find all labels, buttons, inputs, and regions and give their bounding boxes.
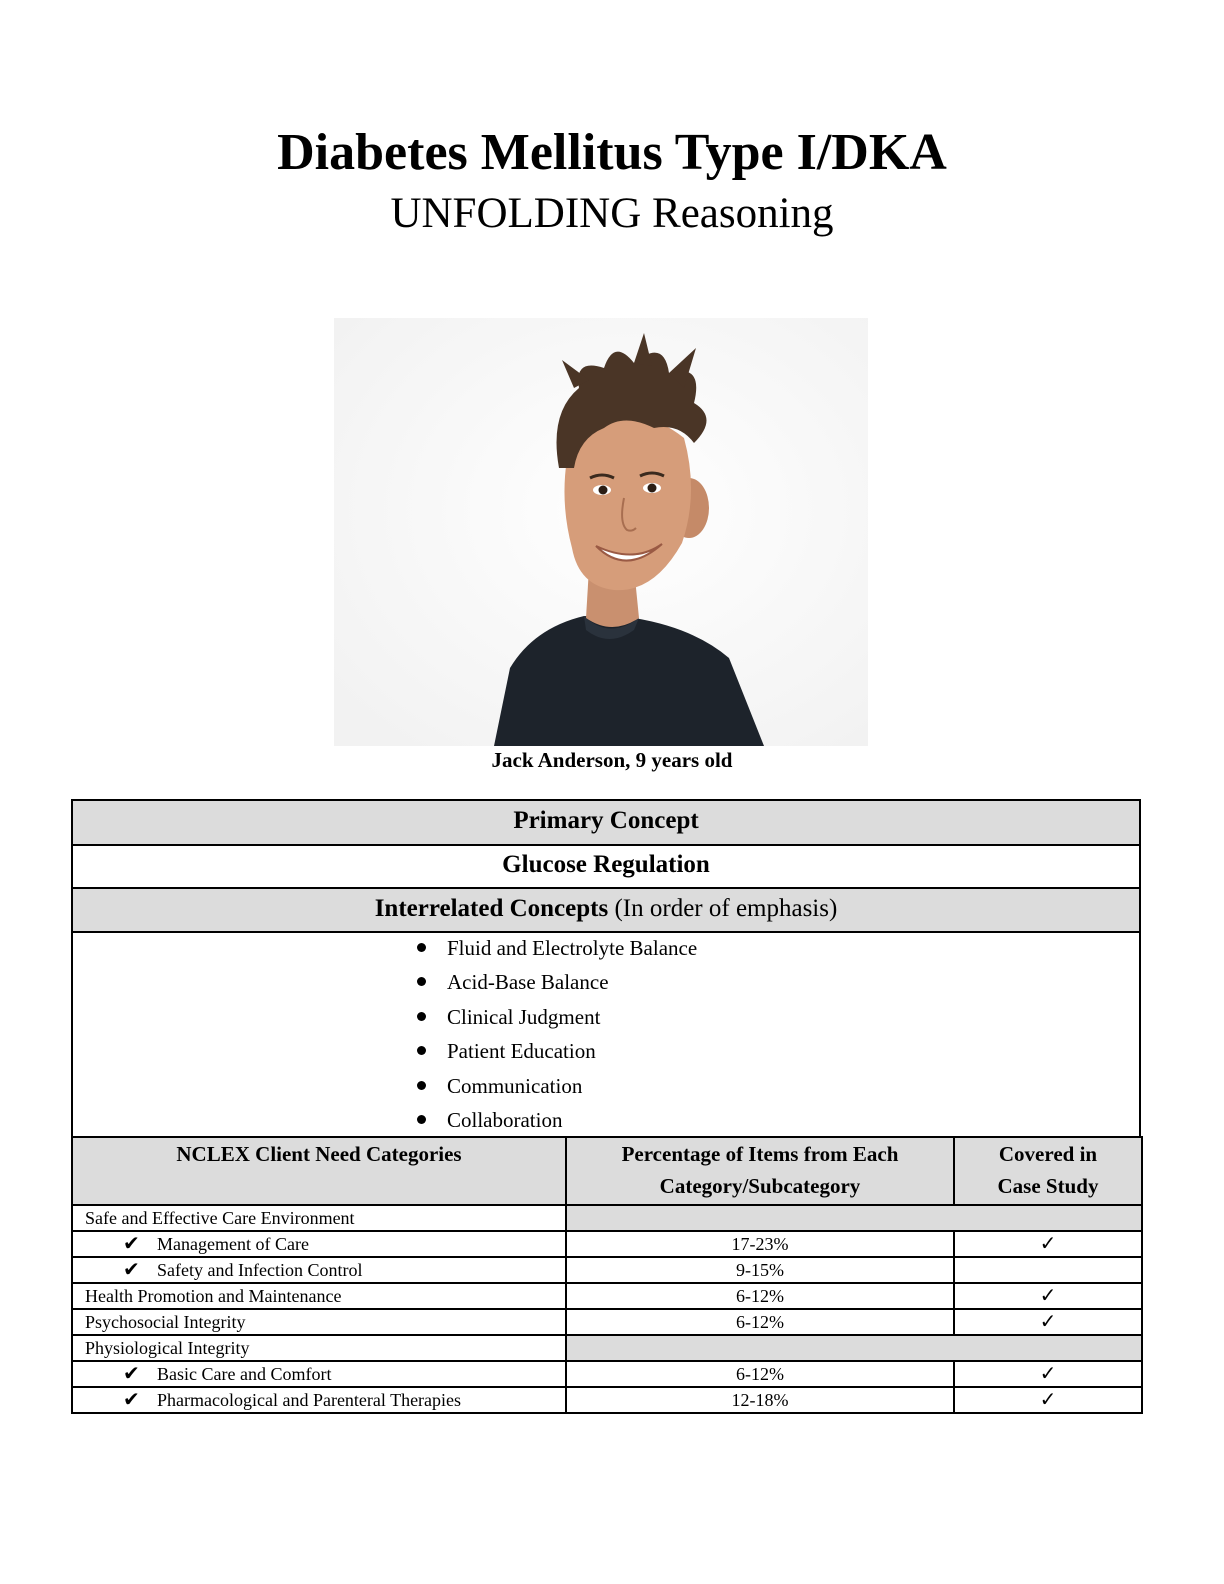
list-item	[417, 1002, 697, 1036]
document-title: Diabetes Mellitus Type I/DKA	[277, 124, 947, 181]
table-row	[72, 1283, 1142, 1309]
concept-item-text: Communication	[447, 1073, 583, 1098]
category-cell: Safe and Effective Care Environment	[72, 1205, 566, 1231]
subcategory-cell: ✔ Pharmacological and Parenteral Therapies	[72, 1387, 566, 1413]
list-item	[417, 1036, 697, 1070]
interrelated-concepts-heading	[73, 889, 1139, 933]
subcategory-cell: ✔ Safety and Infection Control	[72, 1257, 566, 1283]
table-row	[72, 1387, 1142, 1413]
covered-column-header: Covered in Case Study	[954, 1137, 1142, 1205]
category-cell: Psychosocial Integrity	[72, 1309, 566, 1335]
concept-item-text: Collaboration	[447, 1107, 563, 1132]
primary-concept-value: Glucose Regulation	[73, 846, 1139, 889]
list-item	[417, 967, 697, 1001]
check-mark-icon: ✔	[123, 1389, 140, 1411]
bullet-icon	[417, 1115, 426, 1124]
concept-item-text: Fluid and Electrolyte Balance	[447, 936, 698, 960]
concept-item-text: Patient Education	[447, 1039, 596, 1064]
percentage-cell: 17-23%	[566, 1231, 954, 1257]
table-row	[72, 1257, 1142, 1283]
percentage-cell: 12-18%	[566, 1387, 954, 1413]
category-cell: Health Promotion and Maintenance	[72, 1283, 566, 1309]
percentage-column-header: Percentage of Items from Each Category/Subcategory	[566, 1137, 954, 1205]
check-mark-icon: ✔	[123, 1259, 140, 1281]
covered-check-icon: ✓	[954, 1283, 1142, 1309]
check-mark-icon: ✔	[123, 1233, 140, 1255]
list-item	[417, 1105, 697, 1139]
bullet-icon	[417, 977, 426, 986]
interrelated-concepts-label: Interrelated Concepts	[374, 895, 609, 922]
percentage-cell: 6-12%	[566, 1309, 954, 1335]
shaded-cell	[566, 1335, 1142, 1361]
interrelated-concepts-note: (In order of emphasis)	[614, 895, 838, 922]
interrelated-concepts-list	[73, 933, 1139, 1138]
bullet-icon	[417, 943, 426, 952]
concept-table	[71, 799, 1141, 1140]
subcategory-cell: ✔ Basic Care and Comfort	[72, 1361, 566, 1387]
covered-check-icon: ✓	[954, 1387, 1142, 1413]
percentage-cell: 9-15%	[566, 1257, 954, 1283]
covered-check-icon: ✓	[954, 1231, 1142, 1257]
table-header-row	[72, 1137, 1142, 1205]
covered-check-icon: ✓	[954, 1361, 1142, 1387]
table-row	[72, 1205, 1142, 1231]
table-row	[72, 1335, 1142, 1361]
covered-check-icon: ✓	[954, 1309, 1142, 1335]
patient-photo	[334, 318, 868, 746]
concept-item-text: Clinical Judgment	[447, 1004, 601, 1029]
primary-concept-heading: Primary Concept	[73, 801, 1139, 846]
photo-caption: Jack Anderson, 9 years old	[491, 748, 733, 772]
bullet-icon	[417, 1046, 426, 1055]
shaded-cell	[566, 1205, 1142, 1231]
bullet-icon	[417, 1012, 426, 1021]
check-mark-icon: ✔	[123, 1363, 140, 1385]
list-item	[417, 933, 697, 967]
nclex-table	[71, 1136, 1143, 1414]
category-cell: Physiological Integrity	[72, 1335, 566, 1361]
table-row	[72, 1309, 1142, 1335]
subcategory-cell: ✔ Management of Care	[72, 1231, 566, 1257]
percentage-cell: 6-12%	[566, 1361, 954, 1387]
table-row	[72, 1231, 1142, 1257]
percentage-cell: 6-12%	[566, 1283, 954, 1309]
bullet-icon	[417, 1081, 426, 1090]
concept-item-text: Acid-Base Balance	[447, 970, 609, 995]
category-column-header: NCLEX Client Need Categories	[72, 1137, 566, 1205]
list-item	[417, 1071, 697, 1105]
covered-cell	[954, 1257, 1142, 1283]
document-subtitle: UNFOLDING Reasoning	[390, 190, 834, 237]
table-row	[72, 1361, 1142, 1387]
